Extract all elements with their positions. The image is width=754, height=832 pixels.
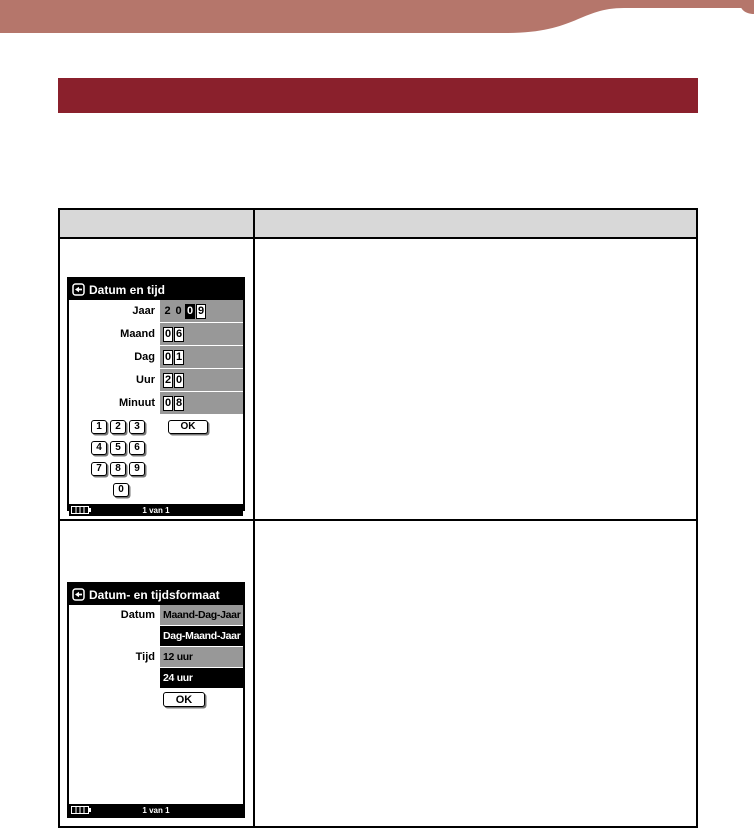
digit-box[interactable]: 6 bbox=[175, 328, 183, 340]
section-title-bar bbox=[58, 78, 698, 113]
option-row-24-uur-selected[interactable] bbox=[69, 668, 243, 689]
table-cell-description-1 bbox=[255, 239, 696, 519]
keypad-row bbox=[91, 420, 243, 433]
digit-box[interactable]: 0 bbox=[164, 397, 172, 409]
table-header-row bbox=[60, 210, 696, 237]
option-row-maand-dag-jaar[interactable] bbox=[69, 605, 243, 626]
table-cell-screenshot-2 bbox=[60, 521, 255, 826]
device-screen-datum-tijdsformaat bbox=[67, 582, 245, 818]
option-value-selected[interactable]: Dag-Maand-Jaar bbox=[160, 626, 243, 646]
key-4[interactable]: 4 bbox=[91, 441, 107, 455]
key-1[interactable]: 1 bbox=[91, 420, 107, 434]
device-screen-datum-en-tijd bbox=[67, 277, 245, 515]
screen-title: Datum- en tijdsformaat bbox=[89, 587, 220, 602]
field-label: Uur bbox=[69, 369, 160, 391]
digit-box[interactable]: 2 bbox=[164, 374, 172, 386]
option-group-label: Datum bbox=[69, 605, 160, 625]
numeric-keypad bbox=[69, 415, 243, 504]
field-value bbox=[160, 346, 243, 368]
table-cell-description-2 bbox=[255, 521, 696, 826]
field-row-minuut bbox=[69, 392, 243, 415]
digit-box-selected[interactable]: 0 bbox=[186, 305, 194, 317]
field-value bbox=[160, 369, 243, 391]
page-indicator: 1 van 1 bbox=[142, 805, 170, 815]
digit-box[interactable]: 0 bbox=[164, 351, 172, 363]
screen-status-bar bbox=[69, 804, 243, 816]
table-row bbox=[60, 237, 696, 519]
digit: 2 bbox=[164, 305, 171, 317]
key-6[interactable]: 6 bbox=[129, 441, 145, 455]
field-value bbox=[160, 323, 243, 345]
screen-status-bar bbox=[69, 504, 243, 516]
option-group-label bbox=[69, 626, 160, 646]
option-value[interactable]: 12 uur bbox=[160, 647, 243, 667]
option-row-dag-maand-jaar-selected[interactable] bbox=[69, 626, 243, 647]
content-table bbox=[58, 208, 698, 828]
field-label: Maand bbox=[69, 323, 160, 345]
key-5[interactable]: 5 bbox=[110, 441, 126, 455]
field-row-dag bbox=[69, 346, 243, 369]
digit: 0 bbox=[175, 305, 182, 317]
field-label: Jaar bbox=[69, 300, 160, 322]
ok-button[interactable]: OK bbox=[168, 420, 208, 434]
digit-box[interactable]: 8 bbox=[175, 397, 183, 409]
option-row-12-uur[interactable] bbox=[69, 647, 243, 668]
field-value bbox=[160, 300, 243, 322]
back-icon[interactable] bbox=[72, 283, 85, 296]
digit-box[interactable]: 1 bbox=[175, 351, 183, 363]
digit-box[interactable]: 9 bbox=[197, 305, 205, 317]
table-header-cell-left bbox=[60, 210, 255, 237]
option-value-selected[interactable]: 24 uur bbox=[160, 668, 243, 688]
field-label: Minuut bbox=[69, 392, 160, 414]
screen-title: Datum en tijd bbox=[89, 282, 166, 297]
keypad-row bbox=[91, 441, 243, 454]
field-row-jaar bbox=[69, 300, 243, 323]
back-icon[interactable] bbox=[72, 588, 85, 601]
keypad-row bbox=[113, 483, 243, 496]
digit-box[interactable]: 0 bbox=[164, 328, 172, 340]
option-group-label: Tijd bbox=[69, 647, 160, 667]
key-2[interactable]: 2 bbox=[110, 420, 126, 434]
top-banner bbox=[0, 0, 754, 36]
ok-button[interactable]: OK bbox=[163, 692, 205, 707]
field-label: Dag bbox=[69, 346, 160, 368]
table-cell-screenshot-1 bbox=[60, 239, 255, 519]
field-row-maand bbox=[69, 323, 243, 346]
key-7[interactable]: 7 bbox=[91, 462, 107, 476]
key-3[interactable]: 3 bbox=[129, 420, 145, 434]
ok-button-row bbox=[69, 689, 243, 710]
option-value[interactable]: Maand-Dag-Jaar bbox=[160, 605, 243, 625]
key-0[interactable]: 0 bbox=[113, 483, 129, 497]
field-row-uur bbox=[69, 369, 243, 392]
screen-header bbox=[69, 279, 243, 300]
key-9[interactable]: 9 bbox=[129, 462, 145, 476]
field-value bbox=[160, 392, 243, 414]
key-8[interactable]: 8 bbox=[110, 462, 126, 476]
page-indicator: 1 van 1 bbox=[142, 505, 170, 515]
digit-box[interactable]: 0 bbox=[175, 374, 183, 386]
screen-header bbox=[69, 584, 243, 605]
table-header-cell-right bbox=[255, 210, 696, 237]
option-group-label bbox=[69, 668, 160, 688]
table-row bbox=[60, 519, 696, 826]
keypad-row bbox=[91, 462, 243, 475]
